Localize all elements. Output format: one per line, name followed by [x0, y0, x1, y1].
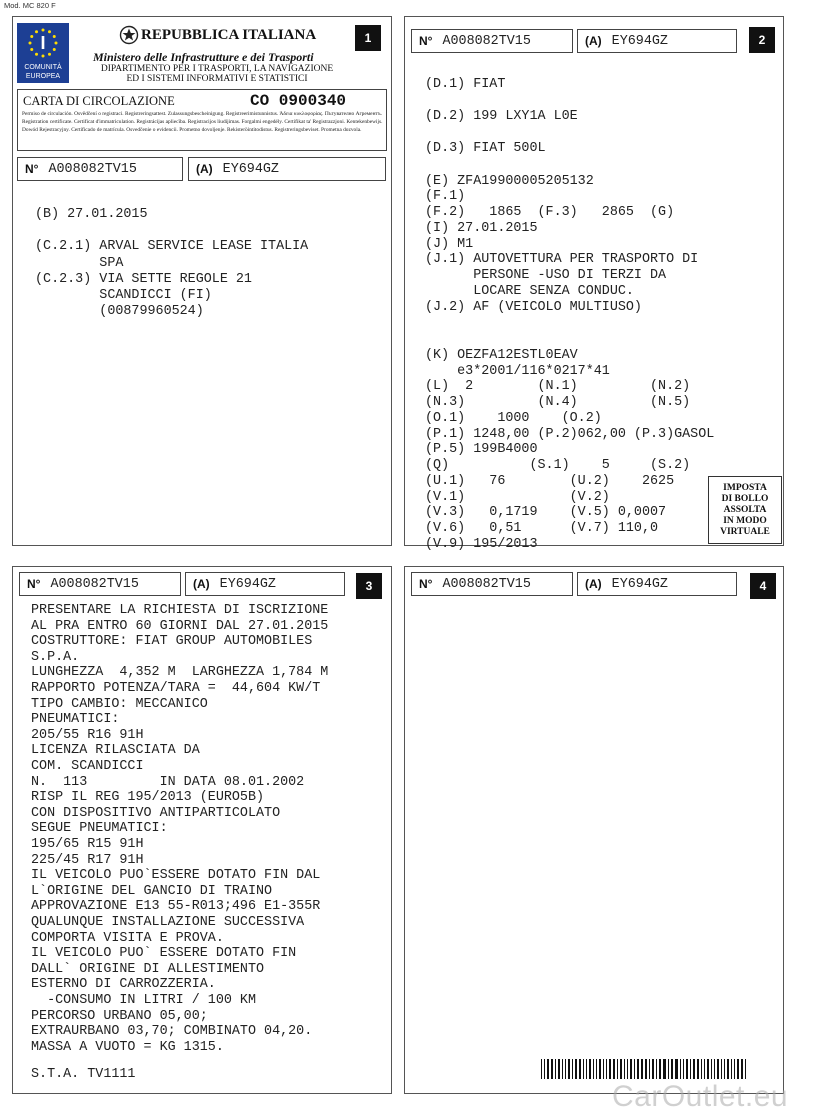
- panel-3-line: L`ORIGINE DEL GANCIO DI TRAINO: [31, 883, 273, 899]
- barcode-bar: [641, 1059, 643, 1079]
- stamp-line: IN MODO: [723, 516, 767, 526]
- panel-2-line: (V.3) 0,1719 (V.5) 0,0007: [425, 505, 667, 520]
- panel-3-line: SEGUE PNEUMATICI:: [31, 821, 168, 837]
- panel-1-line: (C.2.3) VIA SETTE REGOLE 21: [35, 271, 252, 287]
- panel-2-line: (Q) (S.1) 5 (S.2): [425, 458, 691, 473]
- barcode-bar: [652, 1059, 654, 1079]
- n-label: N°: [27, 577, 41, 591]
- barcode-bar: [711, 1059, 712, 1079]
- panel-3-line: AL PRA ENTRO 60 GIORNI DAL 27.01.2015: [31, 618, 329, 634]
- barcode-bar: [717, 1059, 719, 1079]
- certificate-box: [17, 89, 387, 151]
- barcode-bar: [697, 1059, 699, 1079]
- registration-number: A008082TV15: [442, 576, 531, 592]
- panel-2-line: PERSONE -USO DI TERZI DA: [425, 268, 667, 283]
- panel-2-line: (P.1) 1248,00 (P.2)062,00 (P.3)GASOL: [425, 427, 715, 442]
- barcode-bar: [565, 1059, 566, 1079]
- watermark: CarOutlet.eu: [612, 1080, 789, 1113]
- barcode-bar: [637, 1059, 639, 1079]
- panel-3-line: COM. SCANDICCI: [31, 759, 144, 774]
- panel-number-3: 3: [356, 573, 382, 599]
- barcode-bar: [649, 1059, 650, 1079]
- panel-3-line: TIPO CAMBIO: MECCANICO: [31, 696, 208, 712]
- barcode-bar: [645, 1059, 647, 1079]
- stamp-line: DI BOLLO: [721, 494, 769, 504]
- barcode-bar: [656, 1059, 657, 1079]
- panel-3-line: COSTRUTTORE: FIAT GROUP AUTOMOBILES: [31, 634, 313, 650]
- plate-field: [188, 157, 386, 181]
- panel-3-line: CON DISPOSITIVO ANTIPARTICOLATO: [31, 805, 281, 821]
- panel-number-1: 1: [355, 25, 381, 51]
- panel-3-line: -CONSUMO IN LITRI / 100 KM: [31, 993, 256, 1008]
- barcode-bar: [671, 1059, 673, 1079]
- panel-1-line: (C.2.1) ARVAL SERVICE LEASE ITALIA: [35, 239, 309, 255]
- panel-1-line: (00879960524): [35, 304, 204, 320]
- registration-number: A008082TV15: [50, 576, 139, 592]
- registration-number: A008082TV15: [442, 33, 531, 49]
- panel-2-line: (V.1) (V.2): [425, 490, 610, 505]
- barcode-bar: [620, 1059, 622, 1079]
- barcode-bar: [683, 1059, 684, 1079]
- panel-3-line: IL VEICOLO PUO`ESSERE DOTATO FIN DAL: [31, 868, 321, 884]
- department-line1: DIPARTIMENTO PER I TRASPORTI, LA NAVIGAZIONE: [100, 64, 334, 74]
- panel-2-line: (D.2) 199 LXY1A L0E: [425, 109, 578, 124]
- panel-2-line: (J.1) AUTOVETTURA PER TRASPORTO DI: [425, 252, 699, 267]
- barcode-bar: [675, 1059, 678, 1079]
- panel-3-line: N. 113 IN DATA 08.01.2002: [31, 774, 305, 790]
- barcode-bar: [693, 1059, 695, 1079]
- barcode-bar: [690, 1059, 691, 1079]
- barcode-bar: [741, 1059, 743, 1079]
- panel-2-line: (U.1) 76 (U.2) 2625: [425, 474, 675, 489]
- barcode-bar: [724, 1059, 725, 1079]
- barcode-bar: [680, 1059, 681, 1079]
- barcode-bar: [745, 1059, 746, 1079]
- barcode-bar: [624, 1059, 625, 1079]
- barcode-bar: [596, 1059, 597, 1079]
- barcode-bar: [551, 1059, 553, 1079]
- registration-number-field: [411, 572, 573, 596]
- barcode-bar: [634, 1059, 635, 1079]
- barcode-bar: [547, 1059, 549, 1079]
- panel-3-line: RAPPORTO POTENZA/TARA = 44,604 KW/T: [31, 681, 321, 696]
- panel-3-line: RISP IL REG 195/2013 (EURO5B): [31, 790, 265, 806]
- barcode-bar: [541, 1059, 542, 1079]
- registration-number: A008082TV15: [48, 161, 137, 177]
- sta-code: S.T.A. TV1111: [31, 1067, 136, 1082]
- panel-3-line: LICENZA RILASCIATA DA: [31, 743, 200, 759]
- barcode-bar: [579, 1059, 581, 1079]
- panel-3-line: PERCORSO URBANO 05,00;: [31, 1008, 208, 1024]
- barcode-bar: [609, 1059, 611, 1079]
- registration-number-field: [19, 572, 181, 596]
- panel-2-line: (L) 2 (N.1) (N.2): [425, 379, 691, 394]
- stamp-line: ASSOLTA: [723, 505, 767, 515]
- panel-3-line: ESTERNO DI CARROZZERIA.: [31, 977, 216, 993]
- plate-number: EY694GZ: [219, 576, 276, 592]
- barcode-bar: [737, 1059, 739, 1079]
- barcode-bar: [617, 1059, 618, 1079]
- a-label: (A): [196, 162, 213, 176]
- panel-3-line: 205/55 R16 91H: [31, 727, 144, 743]
- eu-star: [42, 55, 45, 58]
- ministry-title: Ministero delle Infrastrutture e dei Trasporti: [93, 50, 314, 64]
- panel-1-line: SPA: [35, 255, 124, 271]
- barcode-bar: [575, 1059, 577, 1079]
- panel-2: [404, 16, 784, 552]
- barcode-bar: [659, 1059, 661, 1079]
- panel-2-line: (O.1) 1000 (O.2): [425, 411, 602, 426]
- panel-3-line: LUNGHEZZA 4,352 M LARGHEZZA 1,784 M: [31, 665, 329, 681]
- panel-3-line: PNEUMATICI:: [31, 712, 120, 728]
- eu-country-letter: I: [40, 33, 46, 53]
- barcode-bar: [589, 1059, 591, 1079]
- panel-3-line: COMPORTA VISITA E PROVA.: [31, 930, 224, 946]
- panel-2-line: (F.2) 1865 (F.3) 2865 (G): [425, 205, 675, 220]
- document-translations: Permiso de circulación. Osvědčení o registraci. Registreringsattest. Zulassungsbescheinigung. Registreerimistunnistus. Άδεια κυκλοφορίας. Пътувателно Агрементъ. Registration certificate. Certificat d'immatriculation. Registrácijas apliecība. Registracijos liudijimas. Forgalmi engedély. Certifikat ta' Registrazzjoni. Kentekenbewijs. Dowód Rejestracyjny. Certificado de matrícula. Osvedčenie o evidencii. Prometno dovoljenje. Rekisteröintitodistus. Registreringsbeviset. Prometna dozvola.: [22, 111, 383, 134]
- eu-star: [42, 29, 45, 32]
- a-label: (A): [193, 577, 210, 591]
- panel-3-line: QUALUNQUE INSTALLAZIONE SUCCESSIVA: [31, 915, 305, 930]
- panel-3-line: 195/65 R15 91H: [31, 837, 144, 852]
- eu-label-line1: COMUNITÀ: [24, 64, 62, 71]
- panel-3-line: EXTRAURBANO 03,70; COMBINATO 04,20.: [31, 1024, 313, 1040]
- panel-4: [404, 566, 784, 1094]
- panel-2-text: [425, 17, 775, 552]
- panel-1-line: SCANDICCI (FI): [35, 288, 212, 303]
- n-label: N°: [419, 34, 433, 48]
- a-label: (A): [585, 34, 602, 48]
- barcode-bar: [707, 1059, 709, 1079]
- panel-2-line: (E) ZFA19900005205132: [425, 174, 594, 189]
- eu-label-line2: EUROPEA: [25, 73, 61, 80]
- barcode-bar: [583, 1059, 584, 1079]
- stamp-line: VIRTUALE: [720, 527, 770, 537]
- panel-number-2: 2: [749, 27, 775, 53]
- panel-2-line: (P.5) 199B4000: [425, 442, 538, 457]
- barcode-bar: [714, 1059, 715, 1079]
- panel-3-line: DALL` ORIGINE DI ALLESTIMENTO: [31, 961, 265, 977]
- stamp-line: IMPOSTA: [723, 483, 767, 493]
- document-number: CO 0900340: [250, 92, 347, 110]
- panel-3-line: S.P.A.: [31, 649, 80, 665]
- panel-2-line: e3*2001/116*0217*41: [425, 364, 610, 379]
- plate-number: EY694GZ: [222, 161, 279, 177]
- panel-3-line: MASSA A VUOTO = KG 1315.: [31, 1039, 224, 1055]
- panel-2-line: (J.2) AF (VEICOLO MULTIUSO): [425, 300, 642, 315]
- panel-2-line: (N.3) (N.4) (N.5): [425, 395, 691, 410]
- panel-3-line: APPROVAZIONE E13 55-R013;496 E1-355R: [31, 899, 321, 915]
- republic-title: REPUBBLICA ITALIANA: [141, 27, 317, 43]
- panel-2-line: (V.6) 0,51 (V.7) 110,0: [425, 521, 659, 536]
- n-label: N°: [25, 162, 39, 176]
- barcode-bar: [613, 1059, 615, 1079]
- barcode-bar: [668, 1059, 669, 1079]
- panel-2-line: (D.1) FIAT: [425, 77, 506, 92]
- department-line2: ED I SISTEMI INFORMATIVI E STATISTICI: [126, 74, 308, 84]
- eu-flag: [17, 23, 69, 83]
- a-label: (A): [585, 577, 602, 591]
- plate-number: EY694GZ: [611, 33, 668, 49]
- panel-2-line: (F.1): [425, 189, 466, 204]
- barcode-bar: [603, 1059, 604, 1079]
- barcode-bar: [727, 1059, 729, 1079]
- document-title: CARTA DI CIRCOLAZIONE: [23, 94, 175, 108]
- panel-2-line: (V.9) 195/2013: [425, 537, 538, 552]
- panel-2-line: (D.3) FIAT 500L: [425, 141, 546, 156]
- barcode-bar: [586, 1059, 587, 1079]
- barcode-bar: [593, 1059, 594, 1079]
- form-model-label: Mod. MC 820 F: [4, 1, 56, 10]
- barcode-bar: [558, 1059, 560, 1079]
- panel-2-line: (K) OEZFA12ESTL0EAV: [425, 348, 578, 363]
- tax-stamp-box: [708, 476, 782, 544]
- barcode-bar: [572, 1059, 573, 1079]
- panel-1: [12, 16, 392, 546]
- panel-1-line: (B) 27.01.2015: [35, 207, 148, 222]
- barcode-bar: [627, 1059, 628, 1079]
- plate-field: [577, 572, 737, 596]
- barcode-bar: [599, 1059, 601, 1079]
- panel-number-4: 4: [750, 573, 776, 599]
- barcode-bar: [568, 1059, 570, 1079]
- barcode-bar: [555, 1059, 556, 1079]
- barcode-bar: [731, 1059, 732, 1079]
- registration-number-field: [17, 157, 183, 181]
- barcode-bar: [721, 1059, 722, 1079]
- barcode-bar: [734, 1059, 735, 1079]
- panel-3: [12, 566, 392, 1094]
- barcode-bar: [701, 1059, 702, 1079]
- barcode-bar: [663, 1059, 666, 1079]
- panel-2-line: (I) 27.01.2015: [425, 221, 538, 236]
- plate-field: [185, 572, 345, 596]
- barcode-bar: [704, 1059, 705, 1079]
- barcode-bar: [544, 1059, 545, 1079]
- barcode-bar: [630, 1059, 632, 1079]
- plate-number: EY694GZ: [611, 576, 668, 592]
- barcode-bar: [562, 1059, 563, 1079]
- panel-3-line: PRESENTARE LA RICHIESTA DI ISCRIZIONE: [31, 603, 329, 618]
- italian-republic-emblem-icon: [119, 25, 139, 45]
- barcode-bar: [686, 1059, 688, 1079]
- panel-3-line: IL VEICOLO PUO` ESSERE DOTATO FIN: [31, 946, 297, 962]
- n-label: N°: [419, 577, 433, 591]
- panel-3-line: 225/45 R17 91H: [31, 852, 144, 868]
- barcode-bar: [606, 1059, 607, 1079]
- barcode-icon: [541, 1059, 751, 1079]
- panel-2-line: (J) M1: [425, 237, 474, 252]
- panel-2-line: LOCARE SENZA CONDUC.: [425, 284, 634, 299]
